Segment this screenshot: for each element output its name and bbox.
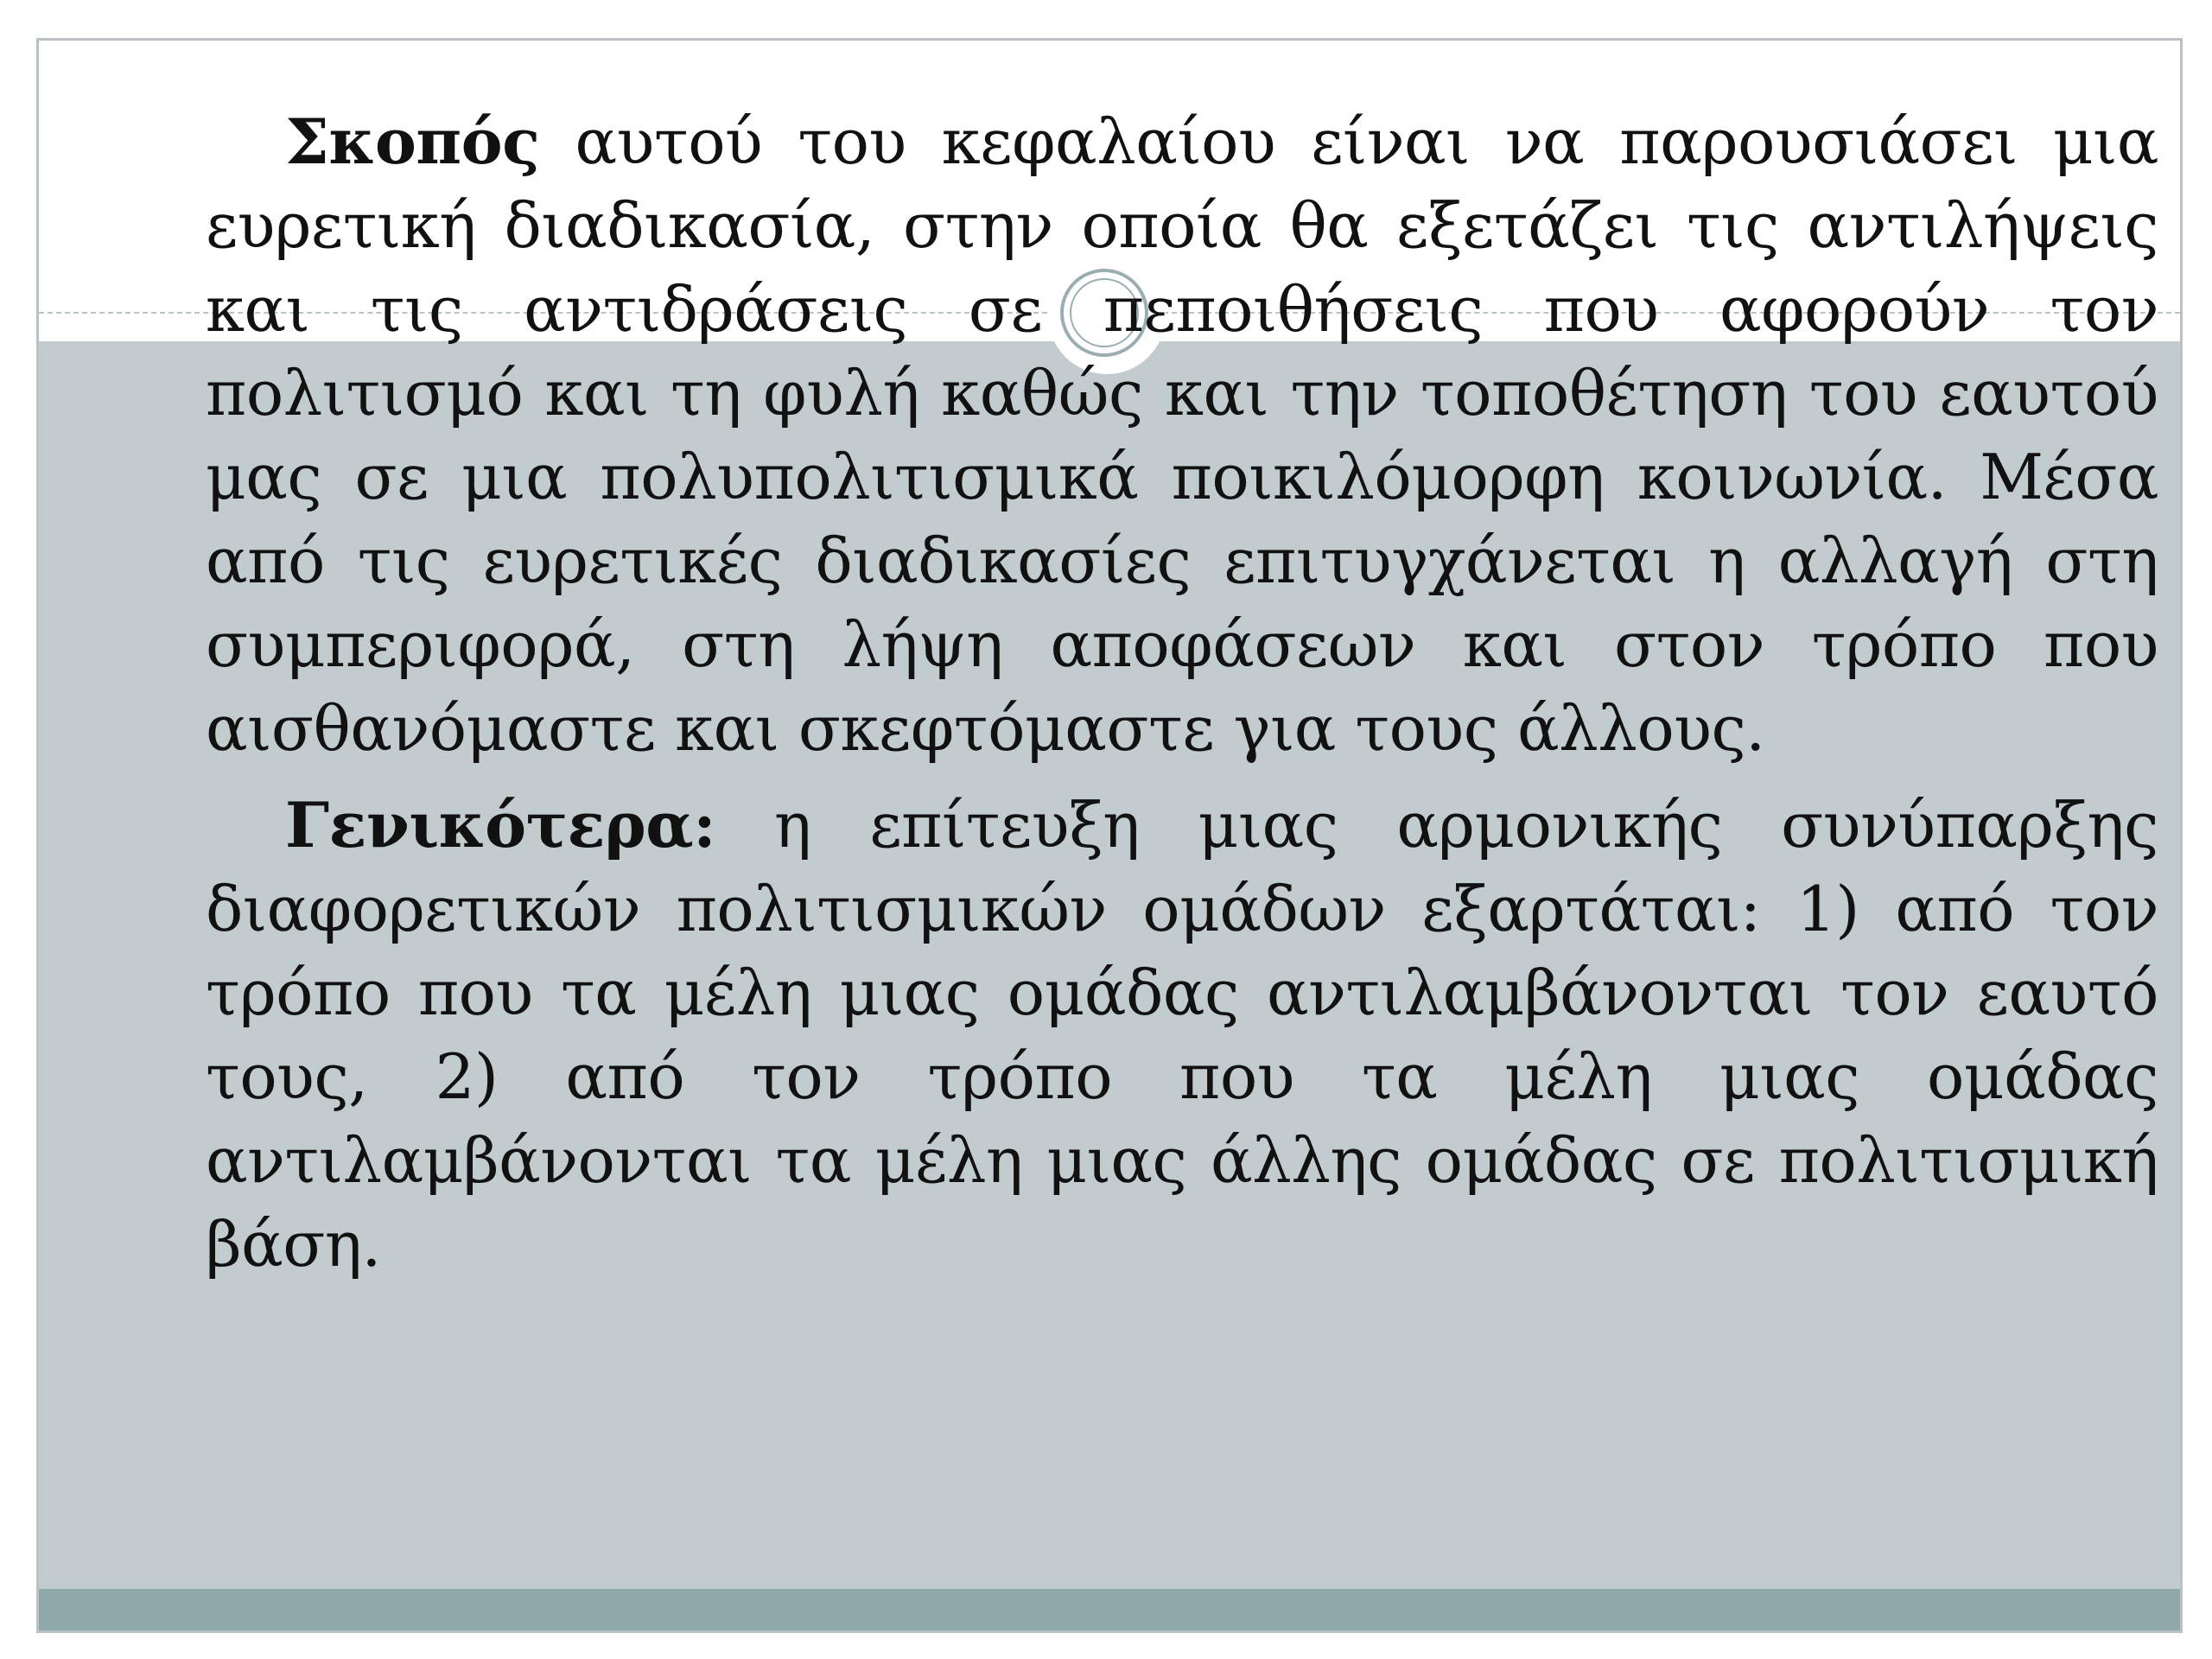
paragraph-general [206, 783, 2158, 1287]
slide-footer-band [39, 1589, 2180, 1633]
slide [36, 38, 2183, 1633]
paragraph-general-body: η επίτευξη μιας αρμονικής συνύπαρξης διαφορετικών πολιτισμικών ομάδων εξαρτάται: 1) από τον τρόπο που τα μέλη μιας ομάδας αντιλαμβάνονται τον εαυτό τους, 2) από τον τρόπο που τα μέλη μιας ομάδας αντιλαμβάνονται τα μέλη μιας άλλης ομάδας σε πολιτισμική βάση. [206, 789, 2158, 1281]
paragraph-purpose-body: αυτού του κεφαλαίου είναι να παρουσιάσει μια ευρετική διαδικασία, στην οποία θα εξετάζει τις αντιλήψεις και τις αντιδράσεις σε πεποιθήσεις που αφορούν τον πολιτισμό και τη φυλή καθώς και την τοποθέτηση του εαυτού μας σε μια πολυπολιτισμικά ποικιλόμορφη κοινωνία. Μέσα από τις ευρετικές διαδικασίες επιτυγχάνεται η αλλαγή στη συμπεριφορά, στη λήψη αποφάσεων και στον τρόπο που αισθανόμαστε και σκεφτόμαστε για τους άλλους. [206, 105, 2158, 765]
paragraph-purpose-lead: Σκοπός [285, 105, 540, 178]
paragraph-general-lead: Γενικότερα: [285, 788, 716, 861]
slide-text-body [206, 99, 2158, 1287]
paragraph-purpose [206, 99, 2158, 771]
